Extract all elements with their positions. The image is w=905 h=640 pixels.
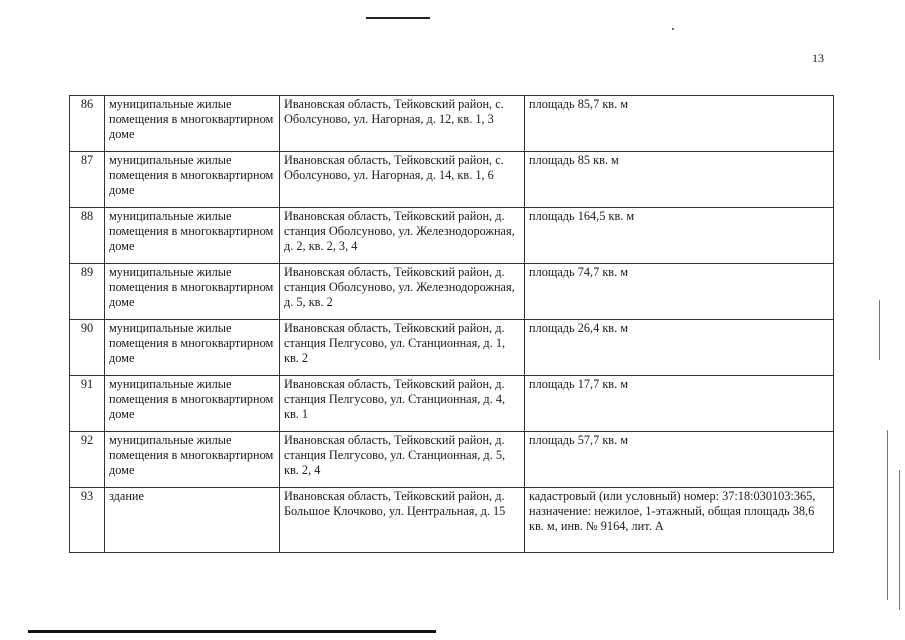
property-type: муниципальные жилые помещения в многоквартирном доме [105, 96, 280, 152]
property-details: площадь 85 кв. м [525, 152, 834, 208]
table-row [70, 96, 834, 152]
table-row [70, 320, 834, 376]
property-address: Ивановская область, Тейковский район, д. станция Пелгусово, ул. Станционная, д. 1, кв. 2 [280, 320, 525, 376]
property-details: площадь 26,4 кв. м [525, 320, 834, 376]
scan-margin-mark [879, 300, 880, 360]
property-details: площадь 85,7 кв. м [525, 96, 834, 152]
property-details: площадь 164,5 кв. м [525, 208, 834, 264]
property-address: Ивановская область, Тейковский район, д. станция Оболсуново, ул. Железнодорожная, д. 2, кв. 2, 3, 4 [280, 208, 525, 264]
row-number: 92 [70, 432, 105, 488]
row-number: 90 [70, 320, 105, 376]
property-type: муниципальные жилые помещения в многоквартирном доме [105, 208, 280, 264]
property-registry-table [69, 95, 834, 553]
row-number: 91 [70, 376, 105, 432]
table-row [70, 488, 834, 553]
page-number: 13 [812, 51, 824, 65]
property-type: муниципальные жилые помещения в многоквартирном доме [105, 152, 280, 208]
property-address: Ивановская область, Тейковский район, д. Большое Клочково, ул. Центральная, д. 15 [280, 488, 525, 553]
scan-margin-mark [887, 430, 888, 600]
property-type: здание [105, 488, 280, 553]
property-address: Ивановская область, Тейковский район, д. станция Оболсуново, ул. Железнодорожная, д. 5, кв. 2 [280, 264, 525, 320]
scan-speck [672, 28, 674, 30]
table-row [70, 264, 834, 320]
property-type: муниципальные жилые помещения в многоквартирном доме [105, 376, 280, 432]
property-address: Ивановская область, Тейковский район, д. станция Пелгусово, ул. Станционная, д. 5, кв. 2, 4 [280, 432, 525, 488]
property-type: муниципальные жилые помещения в многоквартирном доме [105, 264, 280, 320]
table-row [70, 208, 834, 264]
row-number: 89 [70, 264, 105, 320]
property-address: Ивановская область, Тейковский район, с. Оболсуново, ул. Нагорная, д. 14, кв. 1, 6 [280, 152, 525, 208]
scan-top-line [366, 17, 430, 19]
property-details: площадь 74,7 кв. м [525, 264, 834, 320]
row-number: 93 [70, 488, 105, 553]
property-address: Ивановская область, Тейковский район, с. Оболсуново, ул. Нагорная, д. 12, кв. 1, 3 [280, 96, 525, 152]
table-row [70, 376, 834, 432]
property-details: площадь 57,7 кв. м [525, 432, 834, 488]
property-type: муниципальные жилые помещения в многоквартирном доме [105, 432, 280, 488]
scan-margin-mark [899, 470, 900, 610]
row-number: 88 [70, 208, 105, 264]
property-details: площадь 17,7 кв. м [525, 376, 834, 432]
table-row [70, 432, 834, 488]
row-number: 86 [70, 96, 105, 152]
property-type: муниципальные жилые помещения в многоквартирном доме [105, 320, 280, 376]
row-number: 87 [70, 152, 105, 208]
property-details: кадастровый (или условный) номер: 37:18:030103:365, назначение: нежилое, 1-этажный, общая площадь 38,6 кв. м, инв. № 9164, лит. А [525, 488, 834, 553]
scan-bottom-edge [28, 630, 436, 633]
property-address: Ивановская область, Тейковский район, д. станция Пелгусово, ул. Станционная, д. 4, кв. 1 [280, 376, 525, 432]
table-row [70, 152, 834, 208]
